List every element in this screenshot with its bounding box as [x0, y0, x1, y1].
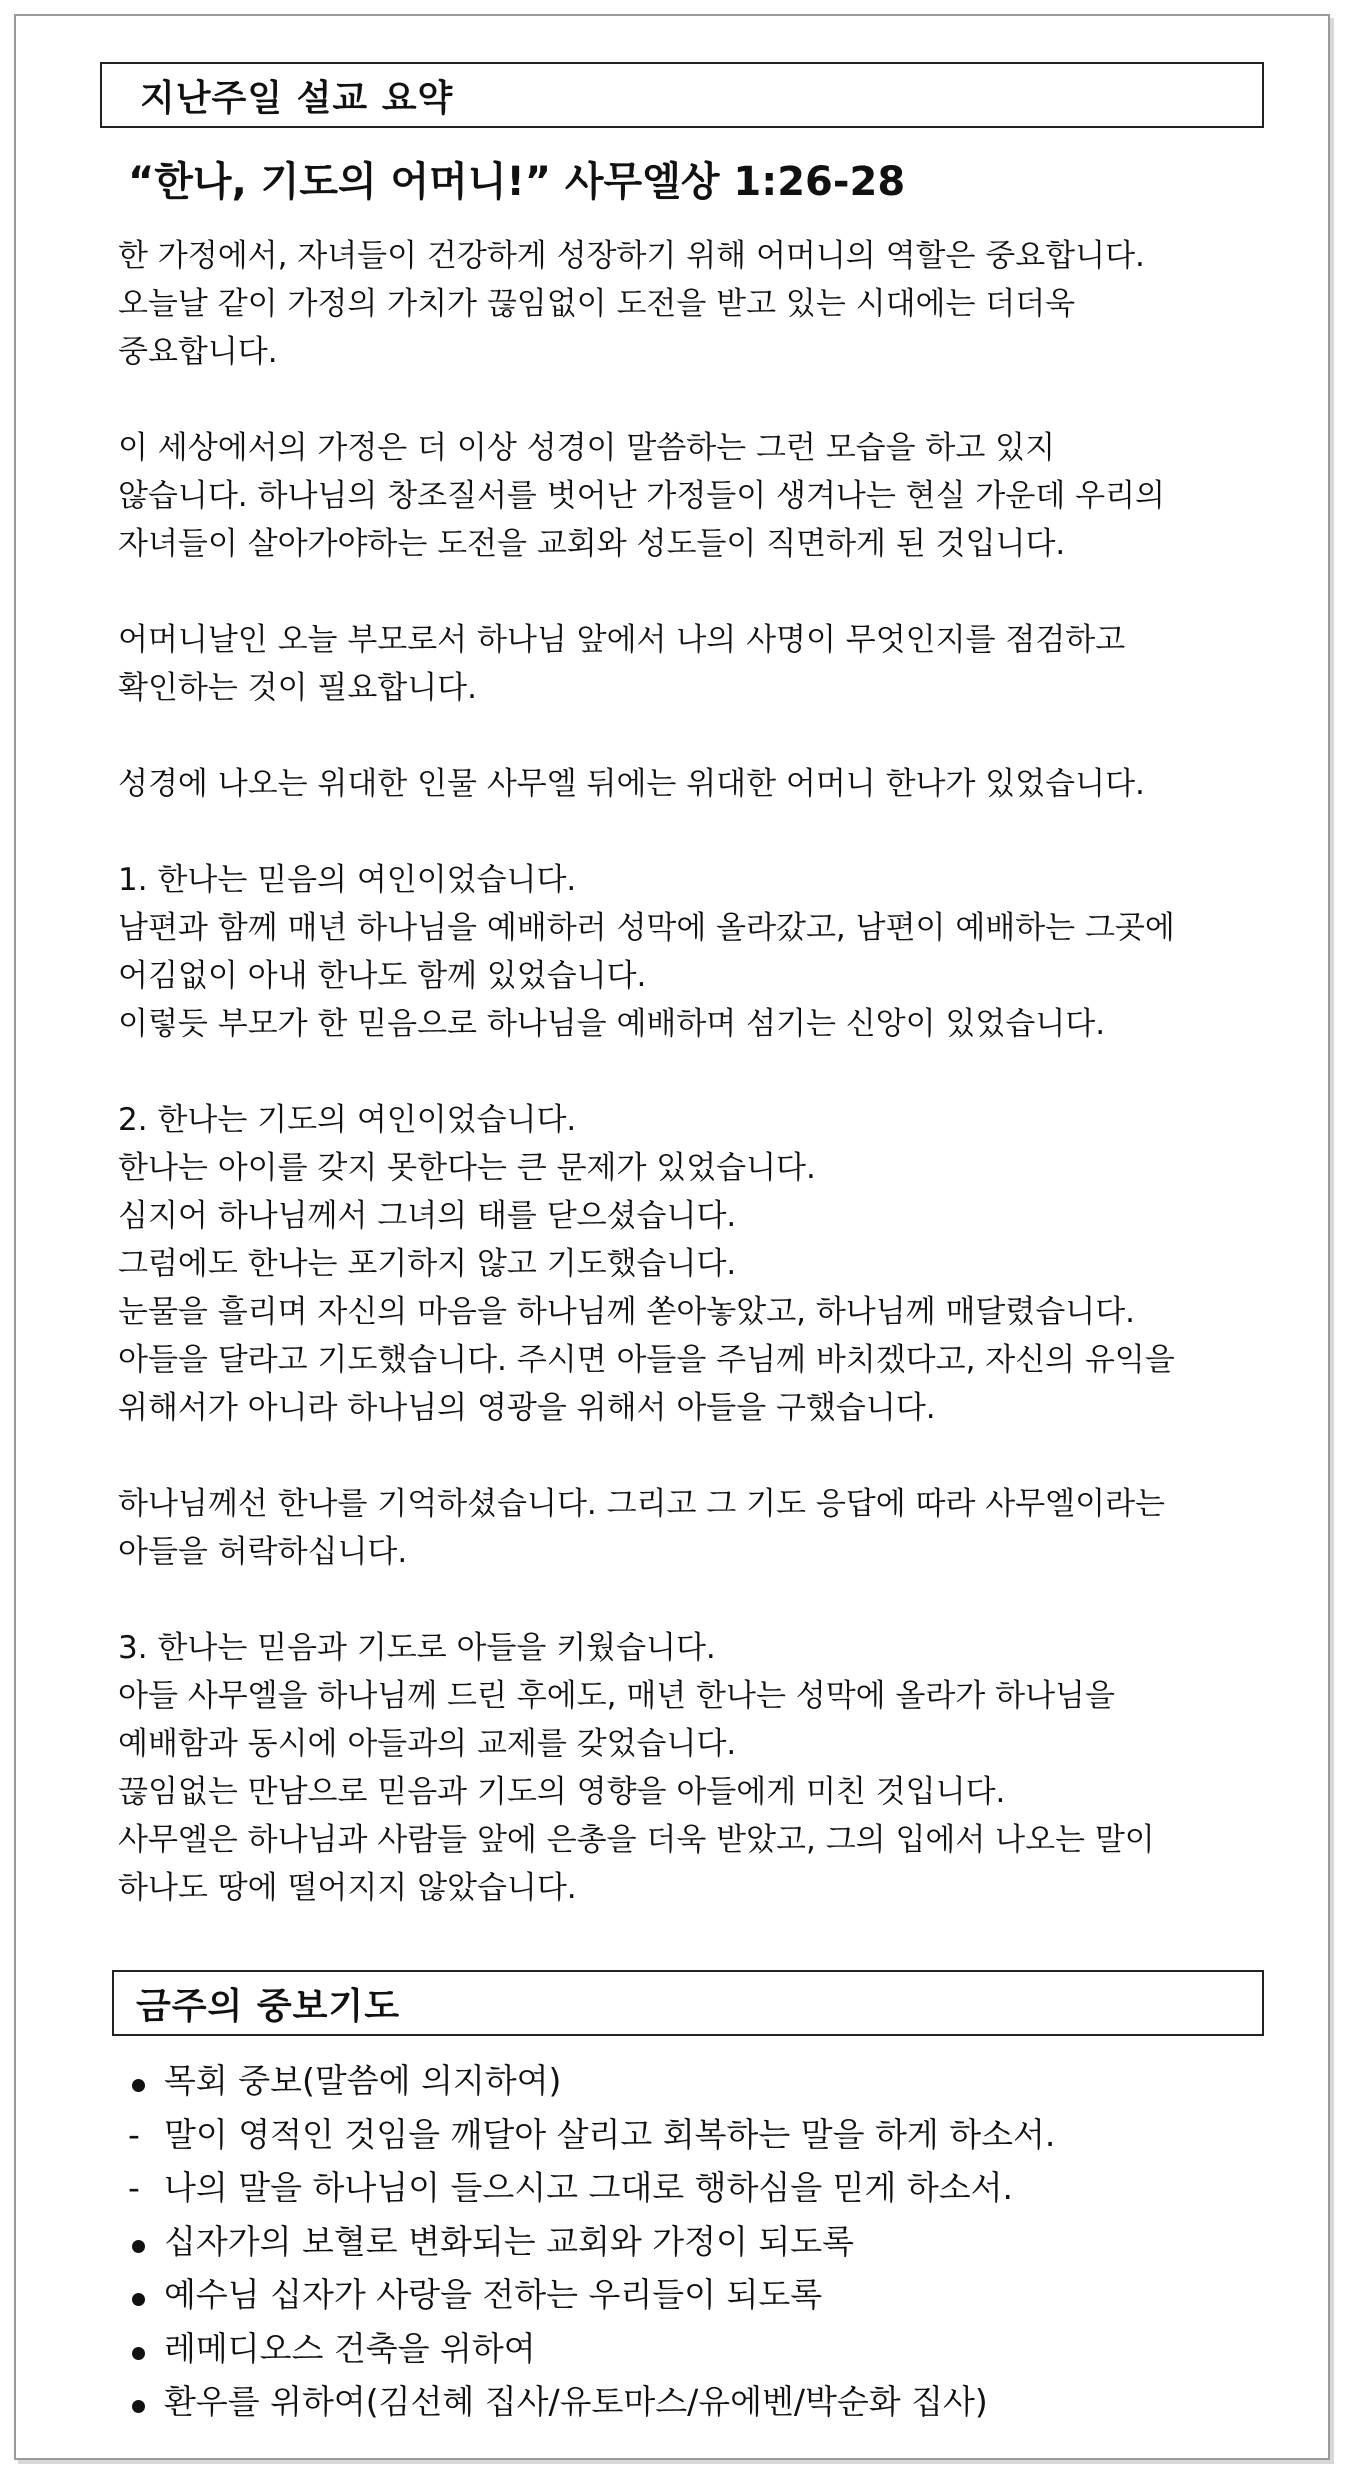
sermon-paragraph [118, 424, 1258, 568]
prayer-header [112, 1970, 1264, 2036]
prayer-item [128, 2054, 1248, 2108]
sermon-line: 확인하는 것이 필요합니다. [118, 670, 477, 706]
bullet-dot-icon [132, 2400, 145, 2413]
bullet-icon [128, 2322, 164, 2376]
sermon-paragraph [118, 1624, 1258, 1912]
sermon-line: 않습니다. 하나님의 창조질서를 벗어난 가정들이 생겨나는 현실 가운데 우리의 [118, 478, 1165, 514]
bullet-dot-icon [132, 2079, 145, 2092]
prayer-item-text: 환우를 위하여(김선혜 집사/유토마스/유에벤/박순화 집사) [164, 2382, 988, 2421]
sermon-paragraph [118, 232, 1258, 376]
prayer-item [128, 2375, 1248, 2429]
prayer-item-text: 십자가의 보혈로 변화되는 교회와 가정이 되도록 [164, 2221, 855, 2261]
sermon-paragraph [118, 856, 1258, 1048]
sermon-line: 남편과 함께 매년 하나님을 예배하러 성막에 올라갔고, 남편이 예배하는 그곳에 [118, 910, 1175, 946]
sermon-line: 끊임없는 만남으로 믿음과 기도의 영향을 아들에게 미친 것입니다. [118, 1774, 1006, 1810]
sermon-line: 이 세상에서의 가정은 더 이상 성경이 말씀하는 그런 모습을 하고 있지 [118, 430, 1056, 466]
sermon-line: 눈물을 흘리며 자신의 마음을 하나님께 쏟아놓았고, 하나님께 매달렸습니다. [118, 1294, 1136, 1330]
prayer-item [128, 2215, 1248, 2269]
sermon-line: 사무엘은 하나님과 사람들 앞에 은총을 더욱 받았고, 그의 입에서 나오는 말이 [118, 1822, 1155, 1858]
sermon-line: 한 가정에서, 자녀들이 건강하게 성장하기 위해 어머니의 역할은 중요합니다. [118, 238, 1145, 274]
bullet-icon [128, 2268, 164, 2322]
sermon-title: “한나, 기도의 어머니!” 사무엘상 1:26-28 [128, 159, 906, 205]
sermon-line: 위해서가 아니라 하나님의 영광을 위해서 아들을 구했습니다. [118, 1390, 936, 1426]
sermon-line: 예배함과 동시에 아들과의 교제를 갖었습니다. [118, 1726, 737, 1762]
sermon-line: 이렇듯 부모가 한 믿음으로 하나님을 예배하며 섬기는 신앙이 있었습니다. [118, 1006, 1106, 1042]
prayer-item [128, 2322, 1248, 2376]
sermon-paragraph [118, 1480, 1258, 1576]
sermon-line: 오늘날 같이 가정의 가치가 끊임없이 도전을 받고 있는 시대에는 더더욱 [118, 286, 1076, 322]
sermon-line: 아들 사무엘을 하나님께 드린 후에도, 매년 한나는 성막에 올라가 하나님을 [118, 1678, 1115, 1714]
dash-marker: - [128, 2114, 140, 2154]
sermon-summary-header [100, 62, 1264, 128]
prayer-item [128, 2268, 1248, 2322]
sermon-paragraph [118, 616, 1258, 712]
bullet-icon [128, 2054, 164, 2108]
prayer-item [128, 2161, 1248, 2215]
sermon-line: 아들을 달라고 기도했습니다. 주시면 아들을 주님께 바치겠다고, 자신의 유익을 [118, 1342, 1175, 1378]
sermon-line: 1. 한나는 믿음의 여인이었습니다. [118, 862, 577, 898]
sermon-line: 2. 한나는 기도의 여인이었습니다. [118, 1102, 577, 1138]
prayer-item-text: 말이 영적인 것임을 깨달아 살리고 회복하는 말을 하게 하소서. [164, 2114, 1056, 2154]
prayer-item [128, 2108, 1248, 2162]
prayer-item-text: 레메디오스 건축을 위하여 [164, 2328, 536, 2368]
dash-marker: - [128, 2168, 140, 2207]
sermon-line: 어머니날인 오늘 부모로서 하나님 앞에서 나의 사명이 무엇인지를 점검하고 [118, 622, 1126, 658]
prayer-item-text: 목회 중보(말씀에 의지하여) [164, 2061, 562, 2100]
prayer-list [128, 2054, 1248, 2429]
sermon-line: 3. 한나는 믿음과 기도로 아들을 키웠습니다. [118, 1630, 716, 1666]
sermon-line: 하나님께선 한나를 기억하셨습니다. 그리고 그 기도 응답에 따라 사무엘이라는 [118, 1486, 1165, 1522]
bullet-dot-icon [132, 2240, 145, 2253]
sermon-paragraph [118, 1096, 1258, 1432]
sermon-line: 중요합니다. [118, 334, 278, 370]
sermon-line: 그럼에도 한나는 포기하지 않고 기도했습니다. [118, 1246, 737, 1282]
prayer-header-text: 금주의 중보기도 [136, 1985, 400, 2027]
sermon-line: 어김없이 아내 한나도 함께 있었습니다. [118, 958, 647, 994]
bullet-dot-icon [132, 2293, 145, 2306]
sermon-body [118, 232, 1258, 1912]
sermon-line: 심지어 하나님께서 그녀의 태를 닫으셨습니다. [118, 1198, 737, 1234]
sermon-line: 하나도 땅에 떨어지지 않았습니다. [118, 1870, 577, 1906]
sermon-line: 한나는 아이를 갖지 못한다는 큰 문제가 있었습니다. [118, 1150, 816, 1186]
sermon-summary-header-text: 지난주일 설교 요약 [140, 77, 454, 119]
bullet-icon [128, 2215, 164, 2269]
sermon-line: 아들을 허락하십니다. [118, 1534, 408, 1570]
bullet-icon [128, 2375, 164, 2429]
prayer-item-text: 예수님 십자가 사랑을 전하는 우리들이 되도록 [164, 2275, 823, 2314]
bullet-dot-icon [132, 2347, 145, 2360]
prayer-item-text: 나의 말을 하나님이 들으시고 그대로 행하심을 믿게 하소서. [164, 2168, 1013, 2207]
sermon-paragraph [118, 760, 1258, 808]
sermon-line: 성경에 나오는 위대한 인물 사무엘 뒤에는 위대한 어머니 한나가 있었습니다. [118, 766, 1145, 802]
sermon-line: 자녀들이 살아가야하는 도전을 교회와 성도들이 직면하게 된 것입니다. [118, 526, 1066, 562]
